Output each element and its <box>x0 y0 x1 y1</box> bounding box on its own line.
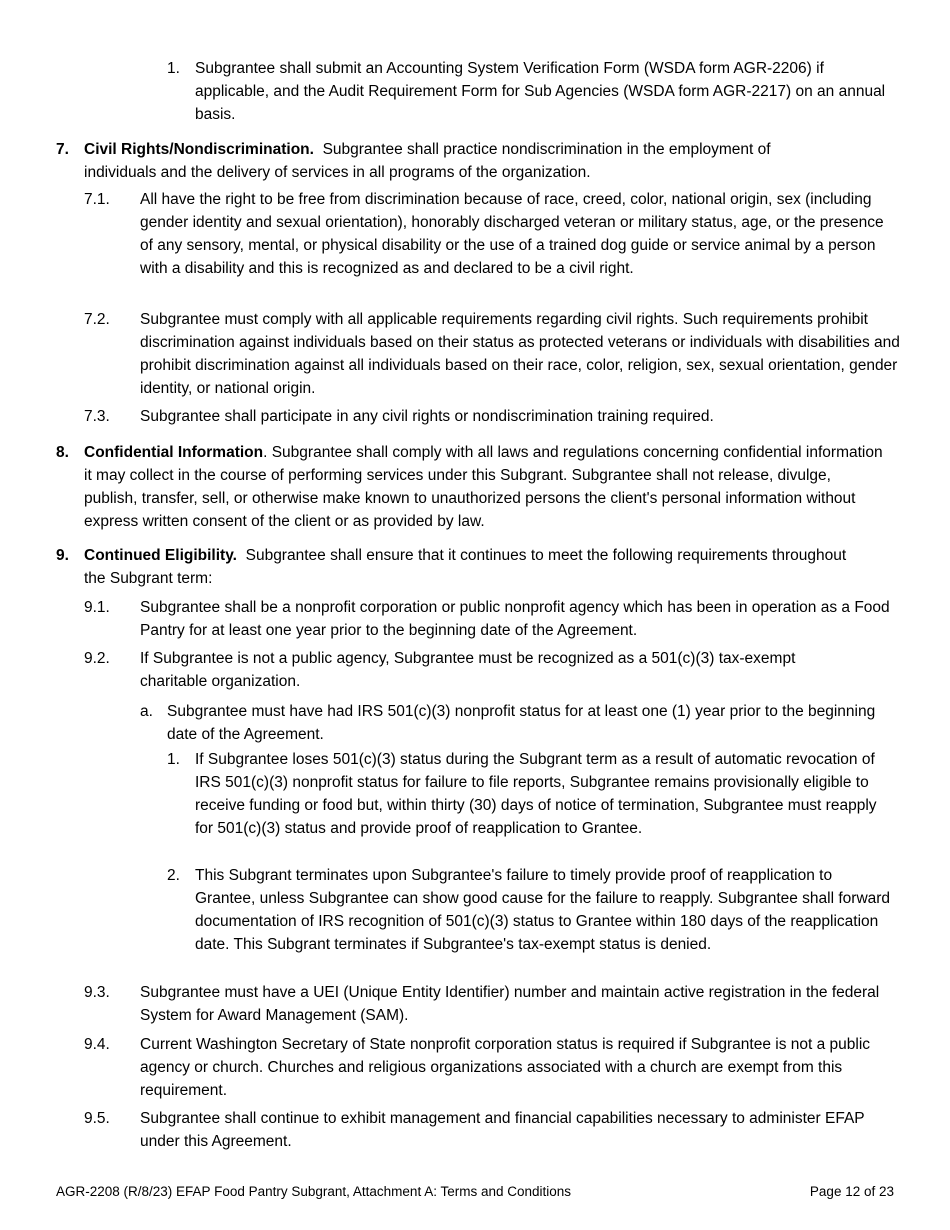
list-number: 1. <box>167 751 180 768</box>
list-number: 1. <box>167 60 180 77</box>
section-9-paragraph <box>84 544 854 590</box>
section-heading: Confidential Information <box>84 444 264 461</box>
list-text: Subgrantee must have had IRS 501(c)(3) nonprofit status for at least one (1) year prior to the beginning date of the Agreement. <box>167 703 876 743</box>
section-number: 8. <box>56 444 69 461</box>
list-text: This Subgrant terminates upon Subgrantee's failure to timely provide proof of reapplication to Grantee, unless Subgrantee can show good cause for the failure to reapply. Subgrantee shall forward documentation of IRS recognition of 501(c)(3) status to Grantee within 180 days of the reapplication date. This Subgrant terminates if Subgrantee's tax-exempt status is denied. <box>195 867 891 953</box>
subsection-text: Subgrantee shall be a nonprofit corporation or public nonprofit agency which has been in operation as a Food Pantry for at least one year prior to the beginning date of the Agreement. <box>140 599 890 639</box>
subsection-text: Subgrantee must comply with all applicable requirements regarding civil rights. Such requirements prohibit discrimination against individuals based on their status as protected veterans or individuals with disabilities and prohibit discrimination against all individuals based on their race, color, religion, sex, sexual orientation, gender identity, or national origin. <box>140 311 900 397</box>
subsection-text: If Subgrantee is not a public agency, Subgrantee must be recognized as a 501(c)(3) tax-exempt charitable organization. <box>140 650 796 690</box>
subsection-text: All have the right to be free from discrimination because of race, creed, color, national origin, sex (including gender identity and sexual orientation), honorably discharged veteran or military status, age, or the presence of any sensory, mental, or physical disability or the use of a trained dog guide or service animal by a person with a disability and this is recognized as and declared to be a civil right. <box>140 191 884 277</box>
subsection-number: 7.1. <box>84 191 110 208</box>
footer-form-title: AGR-2208 (R/8/23) EFAP Food Pantry Subgrant, Attachment A: Terms and Conditions <box>56 1184 572 1199</box>
subsection-text: Current Washington Secretary of State nonprofit corporation status is required if Subgrantee is not a public agency or church. Churches and religious organizations associated with a church are exempt from this requirement. <box>140 1036 871 1099</box>
section-number: 9. <box>56 547 69 564</box>
section-8-paragraph <box>84 441 884 533</box>
section-heading: Continued Eligibility. <box>84 547 237 564</box>
subsection-number: 9.1. <box>84 599 110 616</box>
subsection-number: 9.5. <box>84 1110 110 1127</box>
section-heading: Civil Rights/Nondiscrimination. <box>84 141 314 158</box>
list-text: If Subgrantee loses 501(c)(3) status during the Subgrant term as a result of automatic revocation of IRS 501(c)(3) nonprofit status for failure to file reports, Subgrantee remains provisionally eligible to receive funding or food but, within thirty (30) days of notice of termination, Subgrantee must reapply for 501(c)(3) status and provide proof of reapplication to Grantee. <box>195 751 877 837</box>
subsection-number: 9.4. <box>84 1036 110 1053</box>
subsection-text: Subgrantee shall continue to exhibit management and financial capabilities necessary to administer EFAP under this Agreement. <box>140 1110 865 1150</box>
subsection-text: Subgrantee shall participate in any civil rights or nondiscrimination training required. <box>140 408 714 425</box>
subsection-number: 7.2. <box>84 311 110 328</box>
list-number: 2. <box>167 867 180 884</box>
subsection-number: 7.3. <box>84 408 110 425</box>
section-number: 7. <box>56 141 69 158</box>
section-7-paragraph <box>84 138 844 184</box>
subsection-number: 9.2. <box>84 650 110 667</box>
section-text: Subgrantee shall ensure that it continues to meet the following requirements throughout the Subgrant term: <box>84 547 847 587</box>
section-text: . Subgrantee shall comply with all laws and regulations concerning confidential information it may collect in the course of performing services under this Subgrant. Subgrantee shall not release, divulge, publish, transfer, sell, or otherwise make known to unauthorized persons the client's personal information without express written consent of the client or as provided by law. <box>84 444 883 530</box>
paragraph: Subgrantee shall submit an Accounting System Verification Form (WSDA form AGR-2206) if applicable, and the Audit Requirement Form for Sub Agencies (WSDA form AGR-2217) on an annual basis. <box>195 60 886 123</box>
subsection-text: Subgrantee must have a UEI (Unique Entity Identifier) number and maintain active registration in the federal System for Award Management (SAM). <box>140 984 880 1024</box>
subsection-number: 9.3. <box>84 984 110 1001</box>
section-text: Subgrantee shall practice nondiscrimination in the employment of individuals and the delivery of services in all programs of the organization. <box>84 141 771 181</box>
footer-page-number: Page 12 of 23 <box>809 1184 894 1199</box>
list-letter: a. <box>140 703 153 720</box>
